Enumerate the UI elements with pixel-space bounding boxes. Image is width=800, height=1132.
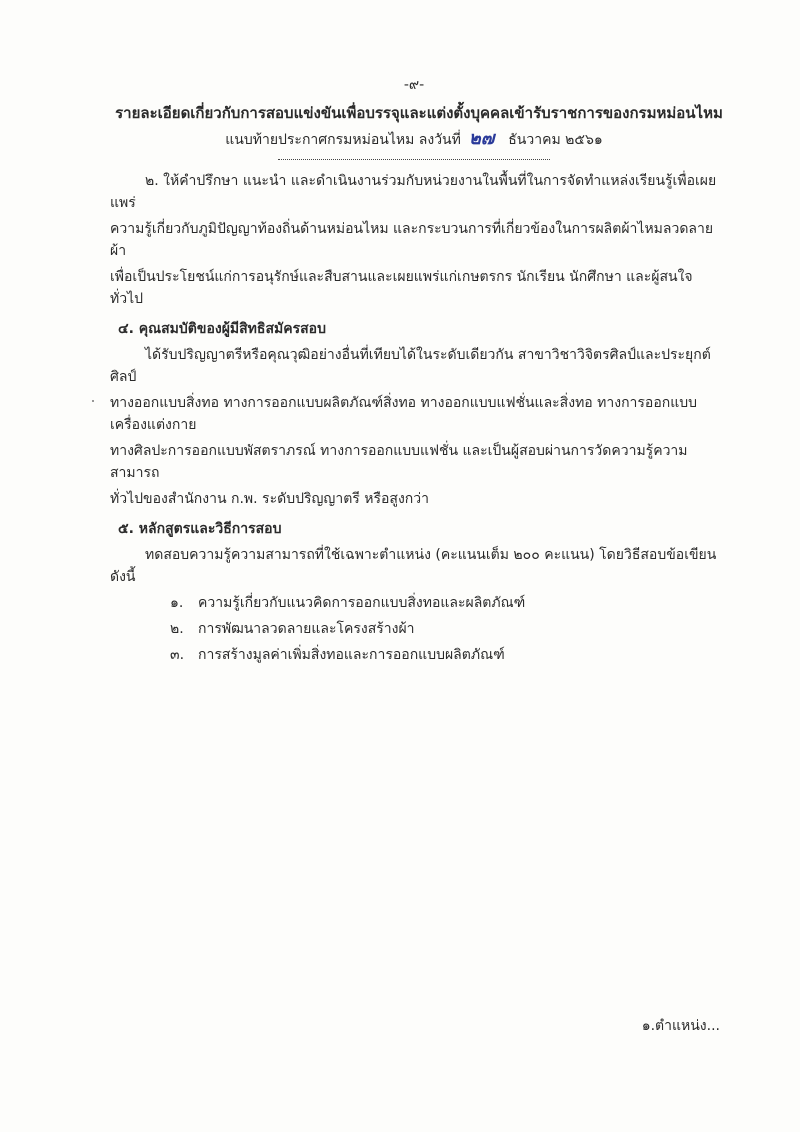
qualification-line: ทางศิลปะการออกแบบพัสตราภรณ์ ทางการออกแบบแฟชั่น และเป็นผู้สอบผ่านการวัดความรู้ความสามารถ	[110, 443, 688, 481]
dotted-separator	[278, 159, 550, 160]
scan-speck	[92, 400, 94, 402]
exam-subject-item	[170, 618, 718, 640]
subtitle-suffix: ธันวาคม ๒๕๖๑	[508, 132, 603, 148]
item-text: ความรู้เกี่ยวกับแนวคิดการออกแบบสิ่งทอและผลิตภัณฑ์	[198, 595, 526, 611]
item-number: ๓.	[170, 647, 185, 663]
continuation-note: ๑.ตำแหน่ง...	[641, 1018, 720, 1034]
duty-line: ความรู้เกี่ยวกับภูมิปัญญาท้องถิ่นด้านหม่อนไหม และกระบวนการที่เกี่ยวข้องในการผลิตผ้าไหมลวดลายผ้า	[110, 221, 714, 259]
duty-line: เพื่อเป็นประโยชน์แก่การอนุรักษ์และสืบสานและเผยแพร่แก่เกษตรกร นักเรียน นักศึกษา และผู้สนใจทั่วไป	[110, 269, 693, 307]
exam-subject-item	[170, 592, 718, 614]
qualification-line: ทั่วไปของสำนักงาน ก.พ. ระดับปริญญาตรี หรือสูงกว่า	[110, 491, 429, 507]
exam-intro: ทดสอบความรู้ความสามารถที่ใช้เฉพาะตำแหน่ง (คะแนนเต็ม ๒๐๐ คะแนน) โดยวิธีสอบข้อเขียน ดังนี้	[110, 547, 717, 585]
document-title: รายละเอียดเกี่ยวกับการสอบแข่งขันเพื่อบรรจุและแต่งตั้งบุคคลเข้ารับราชการของกรมหม่อนไหม	[115, 104, 723, 122]
section-4-heading: ๔. คุณสมบัติของผู้มีสิทธิสมัครสอบ	[118, 321, 326, 337]
document-subtitle	[110, 128, 718, 151]
exam-subject-item	[170, 644, 718, 666]
item-text: การสร้างมูลค่าเพิ่มสิ่งทอและการออกแบบผลิตภัณฑ์	[198, 647, 505, 663]
item-number: ๒.	[170, 621, 184, 637]
qualification-line: ทางออกแบบสิ่งทอ ทางการออกแบบผลิตภัณฑ์สิ่งทอ ทางออกแบบแฟชั่นและสิ่งทอ ทางการออกแบบเครื่องแต่งกาย	[110, 395, 698, 433]
section-5-heading: ๕. หลักสูตรและวิธีการสอบ	[118, 521, 282, 537]
item-text: การพัฒนาลวดลายและโครงสร้างผ้า	[198, 621, 415, 637]
handwritten-day: ๒๗	[468, 128, 495, 149]
qualification-line: ได้รับปริญญาตรีหรือคุณวุฒิอย่างอื่นที่เทียบได้ในระดับเดียวกัน สาขาวิชาวิจิตรศิลป์และประยุกต์ศิลป์	[110, 347, 711, 385]
subtitle-prefix: แนบท้ายประกาศกรมหม่อนไหม ลงวันที่	[225, 132, 461, 148]
duty-line: ๒. ให้คำปรึกษา แนะนำ และดำเนินงานร่วมกับหน่วยงานในพื้นที่ในการจัดทำแหล่งเรียนรู้เพื่อเผยแพร่	[110, 173, 717, 211]
page-number: -๙-	[403, 77, 425, 93]
item-number: ๑.	[170, 595, 184, 611]
